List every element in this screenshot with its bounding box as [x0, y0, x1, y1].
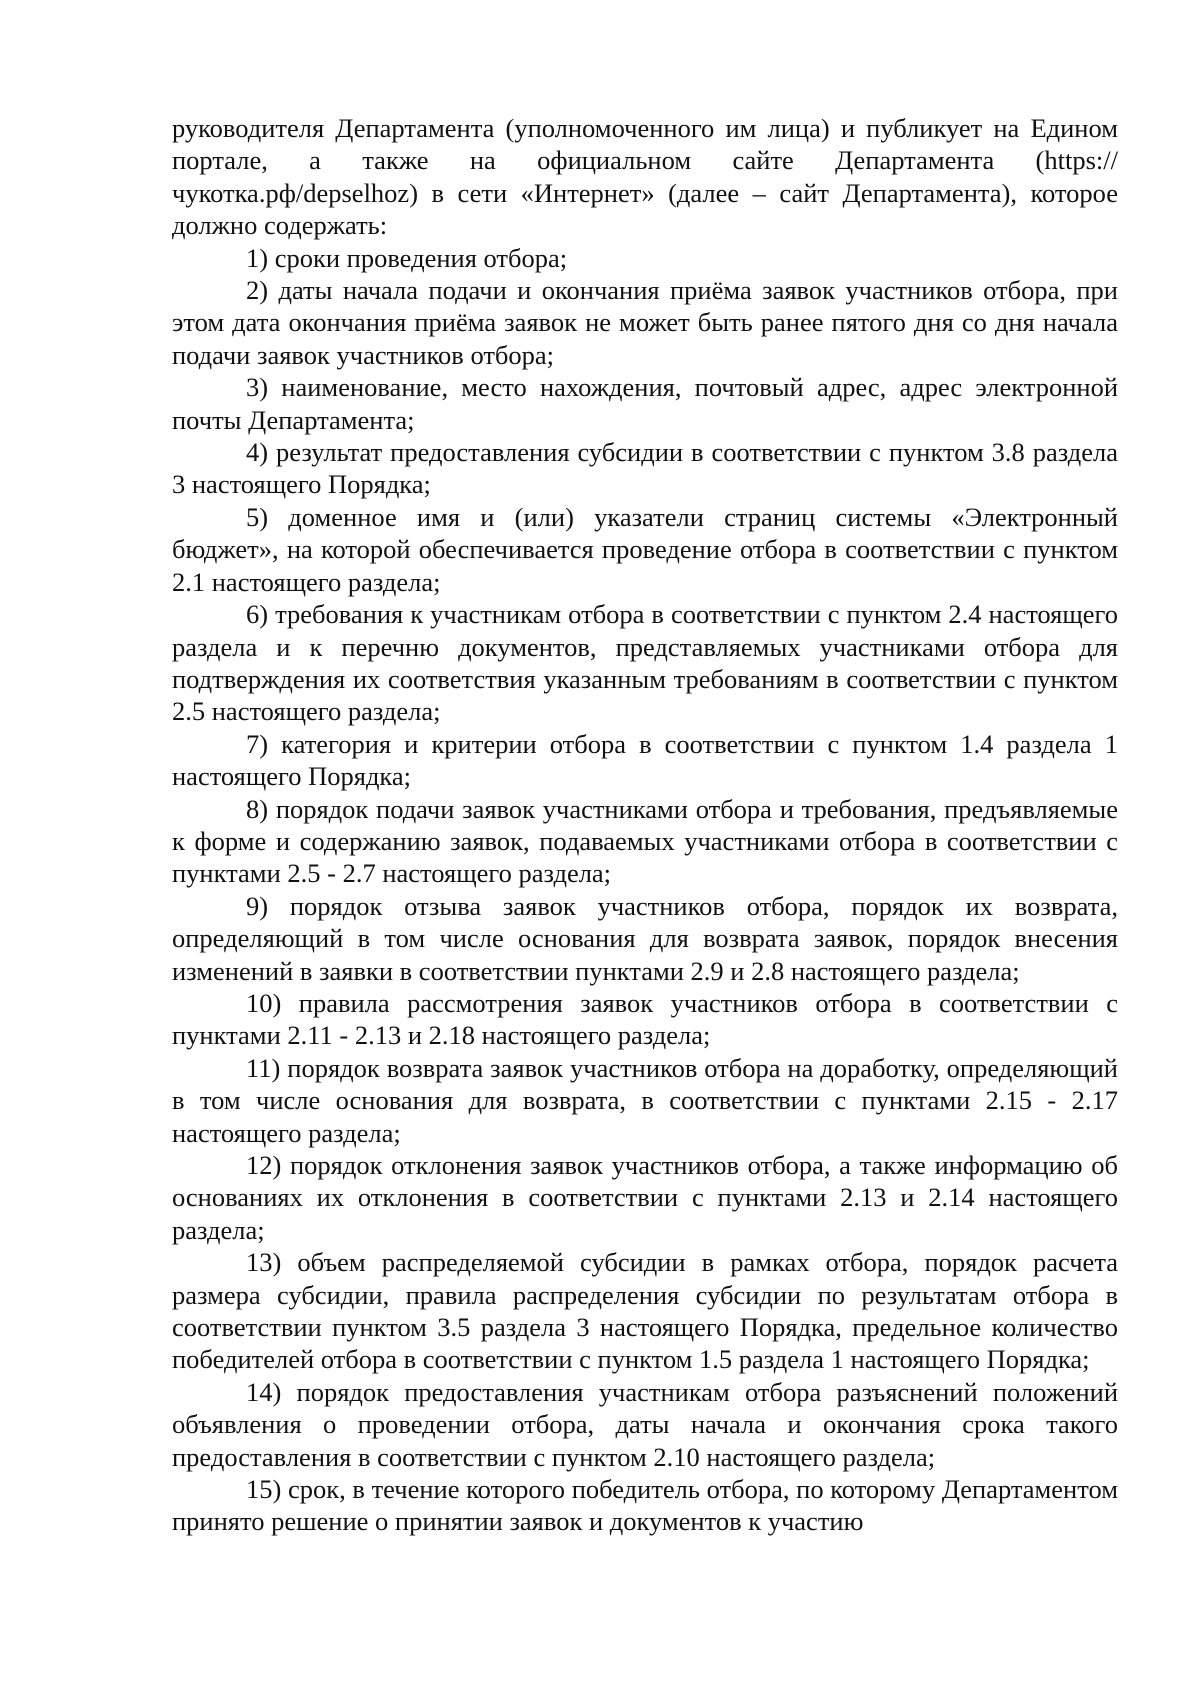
list-item-3: 3) наименование, место нахождения, почтовый адрес, адрес электронной почты Департамента;: [172, 372, 1118, 435]
list-item-2: 2) даты начала подачи и окончания приёма заявок участников отбора, при этом дата окончания приёма заявок не может быть ранее пятого дня со дня начала подачи заявок участников отбора;: [172, 275, 1118, 370]
list-item-7: 7) категория и критерии отбора в соответствии с пунктом 1.4 раздела 1 настоящего Порядка;: [172, 728, 1118, 792]
list-item-5: 5) доменное имя и (или) указатели страниц системы «Электронный бюджет», на которой обеспечивается проведение отбора в соответствии с пунктом 2.1 настоящего раздела;: [172, 501, 1118, 597]
list-item-1: 1) сроки проведения отбора;: [246, 242, 568, 273]
list-item-9: 9) порядок отзыва заявок участников отбора, порядок их возврата, определяющий в том числе основания для возврата заявок, порядок внесения изменений в заявки в соответствии пунктами 2.9 и 2.8 настоящего раздела;: [172, 890, 1118, 986]
list-item-14: 14) порядок предоставления участникам отбора разъяснений положений объявления о проведении отбора, даты начала и окончания срока такого предоставления в соответствии с пунктом 2.10 настоящего раздела;: [172, 1376, 1118, 1472]
document-body: [172, 112, 1118, 1538]
list-item-6: 6) требования к участникам отбора в соответствии с пунктом 2.4 настоящего раздела и к перечню документов, представляемых участниками отбора для подтверждения их соответствия указанным требованиям в соответствии с пунктом 2.5 настоящего раздела;: [172, 599, 1118, 727]
intro-paragraph: руководителя Департамента (уполномоченного им лица) и публикует на Едином портале, а также на официальном сайте Департамента (https://чукотка.рф/depselhoz) в сети «Интернет» (далее – сайт Департамента), которое должно содержать:: [172, 113, 1118, 241]
list-item-11: 11) порядок возврата заявок участников отбора на доработку, определяющий в том числе основания для возврата, в соответствии с пунктами 2.15 - 2.17 настоящего раздела;: [172, 1052, 1118, 1148]
list-item-4: 4) результат предоставления субсидии в соответствии с пунктом 3.8 раздела 3 настоящего Порядка;: [172, 437, 1118, 500]
list-item-8: 8) порядок подачи заявок участниками отбора и требования, предъявляемые к форме и содержанию заявок, подаваемых участниками отбора в соответствии с пунктами 2.5 - 2.7 настоящего раздела;: [172, 793, 1118, 889]
list-item-10: 10) правила рассмотрения заявок участников отбора в соответствии с пунктами 2.11 - 2.13 и 2.18 настоящего раздела;: [172, 987, 1118, 1051]
list-item-13: 13) объем распределяемой субсидии в рамках отбора, порядок расчета размера субсидии, правила распределения субсидии по результатам отбора в соответствии пунктом 3.5 раздела 3 настоящего Порядка, предельное количество победителей отбора в соответствии с пунктом 1.5 раздела 1 настоящего Порядка;: [172, 1247, 1118, 1375]
list-item-12: 12) порядок отклонения заявок участников отбора, а также информацию об основаниях их отклонения в соответствии с пунктами 2.13 и 2.14 настоящего раздела;: [172, 1150, 1118, 1245]
list-item-15: 15) срок, в течение которого победитель отбора, по которому Департаментом принято решение о принятии заявок и документов к участию: [172, 1474, 1118, 1537]
